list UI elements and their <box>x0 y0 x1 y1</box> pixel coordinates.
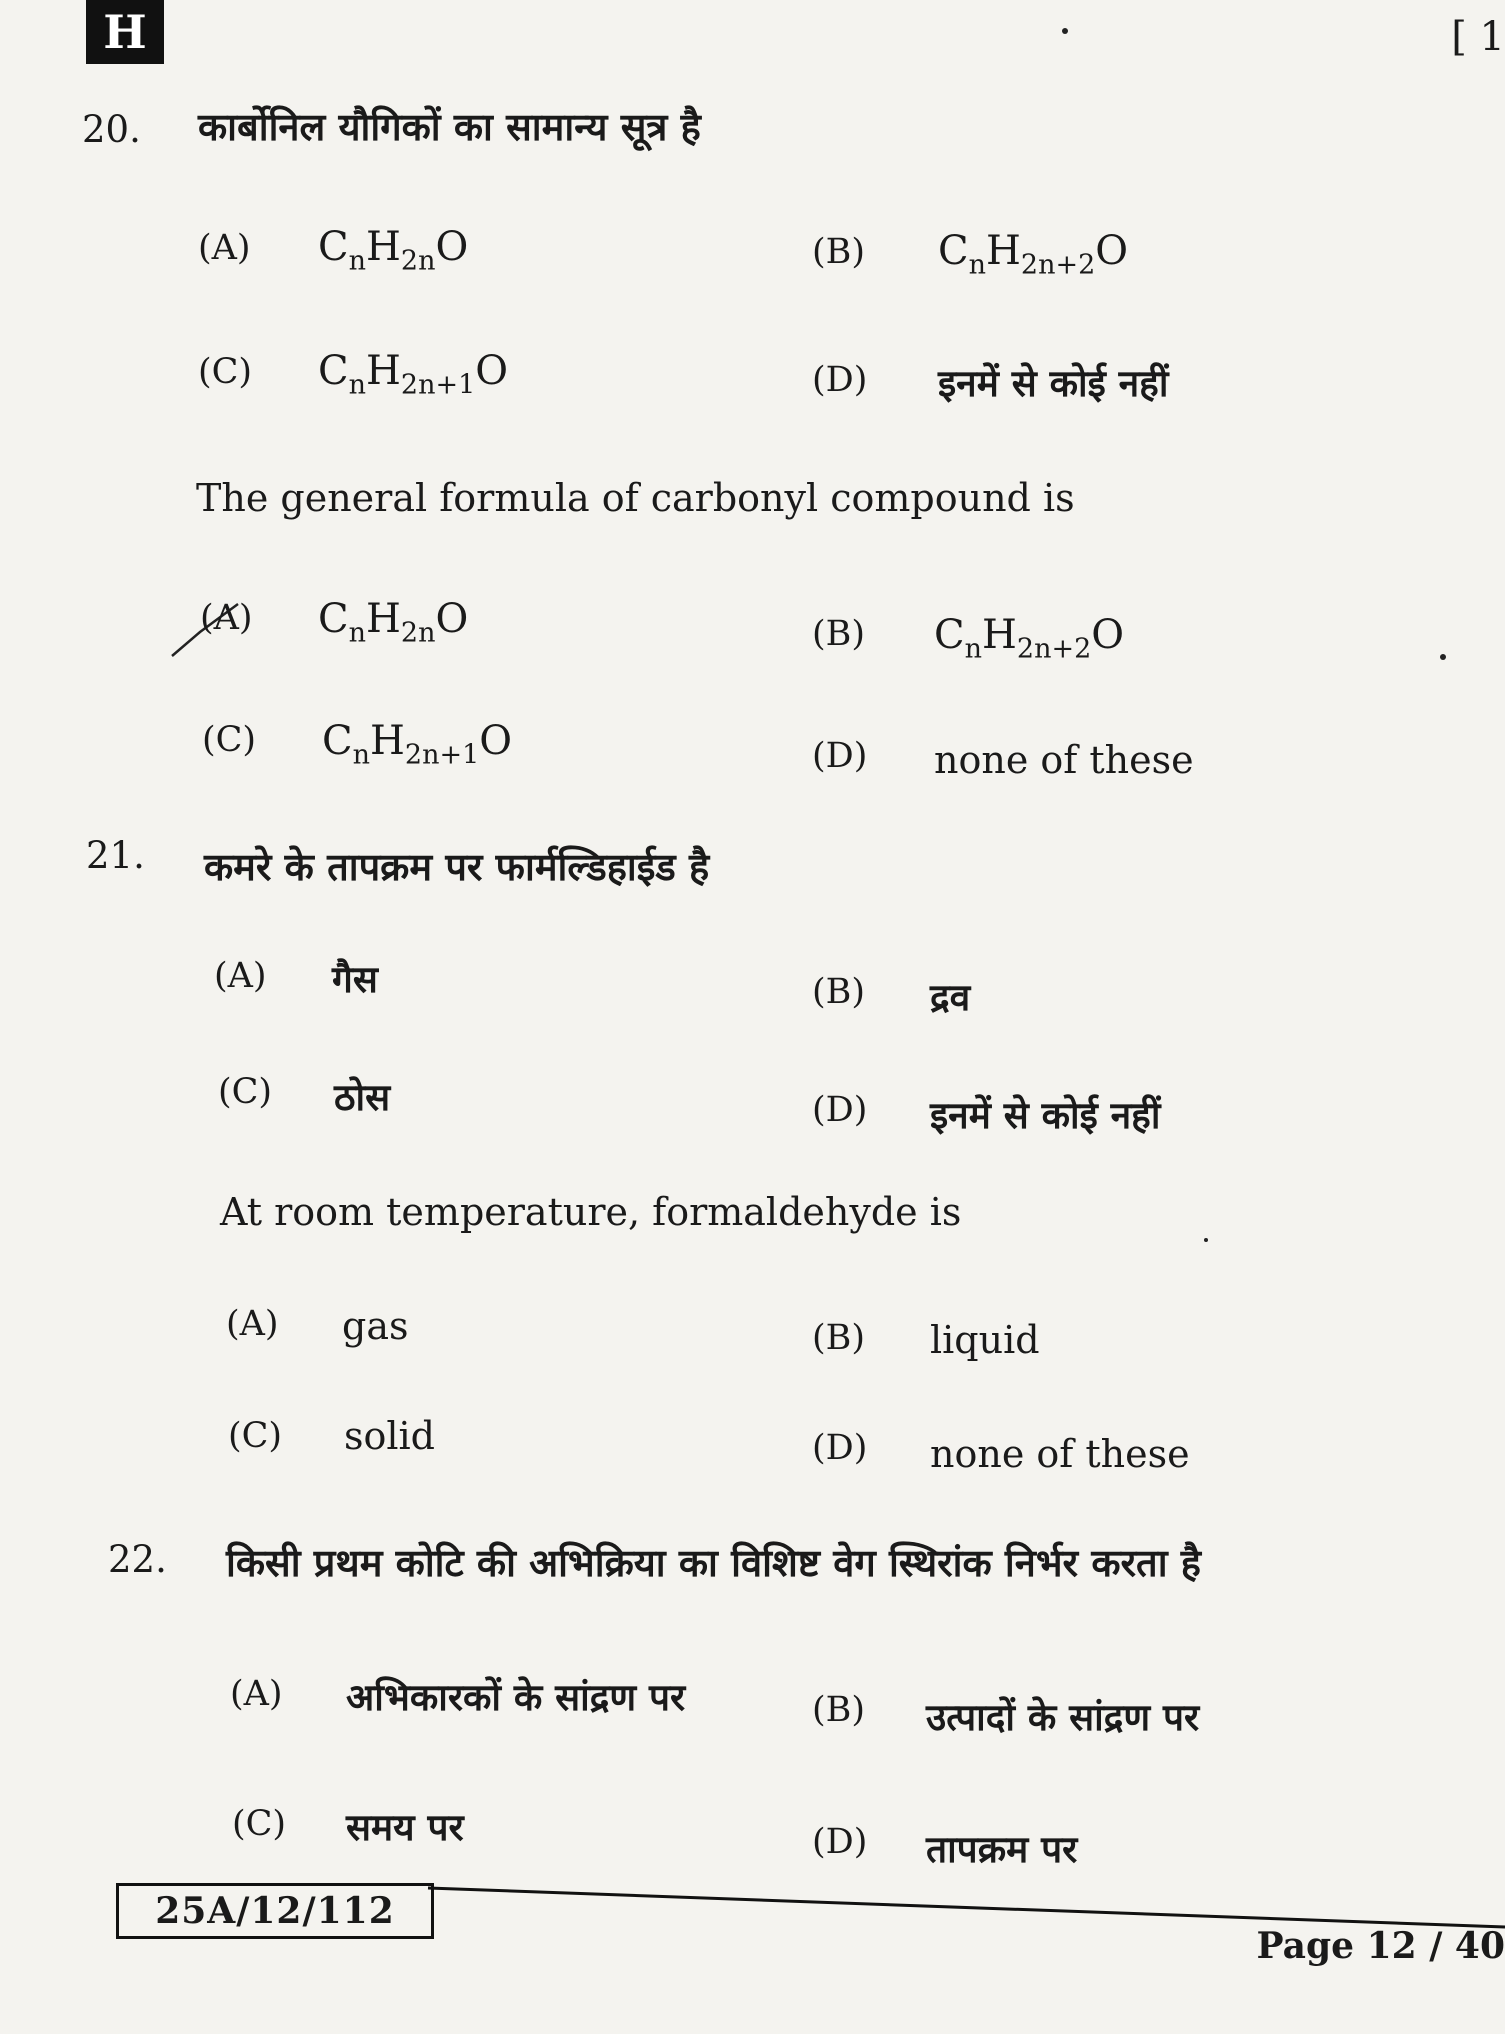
q21-english-option-b: liquid <box>930 1318 1040 1362</box>
q21-english-option-d: none of these <box>930 1432 1190 1476</box>
question-21-english: At room temperature, formaldehyde is <box>220 1190 962 1234</box>
q21-hindi-option-a: गैस <box>332 957 378 1001</box>
q22-option-d: तापक्रम पर <box>926 1827 1078 1871</box>
question-22-number: 22. <box>108 1538 167 1581</box>
q20-english-option-d-label: (D) <box>812 736 868 776</box>
page-number: Page 12 / 40 <box>1256 1925 1505 1967</box>
q20-hindi-option-d-label: (D) <box>812 360 868 400</box>
q22-option-c: समय पर <box>346 1805 464 1849</box>
q22-option-b-label: (B) <box>812 1690 866 1730</box>
question-20-number: 20. <box>82 108 141 151</box>
q22-option-b: उत्पादों के सांद्रण पर <box>926 1695 1200 1739</box>
q21-hindi-option-d: इनमें से कोई नहीं <box>930 1093 1161 1137</box>
q20-hindi-option-a-label: (A) <box>198 228 251 268</box>
q21-english-option-a: gas <box>342 1304 409 1348</box>
question-20-hindi: कार्बोनिल यौगिकों का सामान्य सूत्र है <box>198 104 701 149</box>
q22-option-a-label: (A) <box>230 1674 283 1714</box>
question-21-hindi: कमरे के तापक्रम पर फार्मल्डिहाईड है <box>204 844 710 889</box>
q21-hindi-option-b-label: (B) <box>812 972 866 1012</box>
stray-dot <box>1440 654 1446 660</box>
q20-english-option-b: $C_nH_{2n+2}O$ <box>934 612 1125 665</box>
q21-english-option-c-label: (C) <box>228 1416 283 1456</box>
q21-hindi-option-c-label: (C) <box>218 1072 273 1112</box>
q21-english-option-a-label: (A) <box>226 1304 279 1344</box>
q20-english-option-c-label: (C) <box>202 720 257 760</box>
q20-english-option-c: $C_nH_{2n+1}O$ <box>322 718 513 771</box>
q20-english-option-b-label: (B) <box>812 614 866 654</box>
q22-option-a: अभिकारकों के सांद्रण पर <box>346 1675 686 1719</box>
q21-english-option-b-label: (B) <box>812 1318 866 1358</box>
question-21-number: 21. <box>86 834 145 877</box>
q20-english-option-d: none of these <box>934 738 1194 782</box>
q20-hindi-option-c-label: (C) <box>198 352 253 392</box>
q20-hindi-option-c: $C_nH_{2n+1}O$ <box>318 348 509 401</box>
q21-hindi-option-b: द्रव <box>930 975 971 1019</box>
q21-hindi-option-a-label: (A) <box>214 956 267 996</box>
q21-english-option-d-label: (D) <box>812 1428 868 1468</box>
stray-dot <box>1062 28 1068 34</box>
q22-option-c-label: (C) <box>232 1804 287 1844</box>
q20-hindi-option-b: $C_nH_{2n+2}O$ <box>938 228 1129 281</box>
paper-code-box: 25A/12/112 <box>116 1883 434 1939</box>
page-corner-text: [ 1 <box>1451 14 1505 60</box>
question-20-english: The general formula of carbonyl compound is <box>196 476 1075 520</box>
q21-hindi-option-d-label: (D) <box>812 1090 868 1130</box>
q20-english-option-a: $C_nH_{2n}O$ <box>318 596 469 649</box>
q20-hindi-option-d: इनमें से कोई नहीं <box>938 361 1169 405</box>
q20-hindi-option-a: $C_nH_{2n}O$ <box>318 224 469 277</box>
q20-english-option-a-label: (A) <box>200 598 253 638</box>
stray-dot <box>1204 1238 1208 1242</box>
set-code-badge: H <box>86 0 164 64</box>
q20-hindi-option-b-label: (B) <box>812 232 866 272</box>
question-22-hindi: किसी प्रथम कोटि की अभिक्रिया का विशिष्ट वेग स्थिरांक निर्भर करता है <box>226 1540 1201 1585</box>
q21-hindi-option-c: ठोस <box>334 1075 391 1119</box>
q22-option-d-label: (D) <box>812 1822 868 1862</box>
q21-english-option-c: solid <box>344 1414 436 1458</box>
